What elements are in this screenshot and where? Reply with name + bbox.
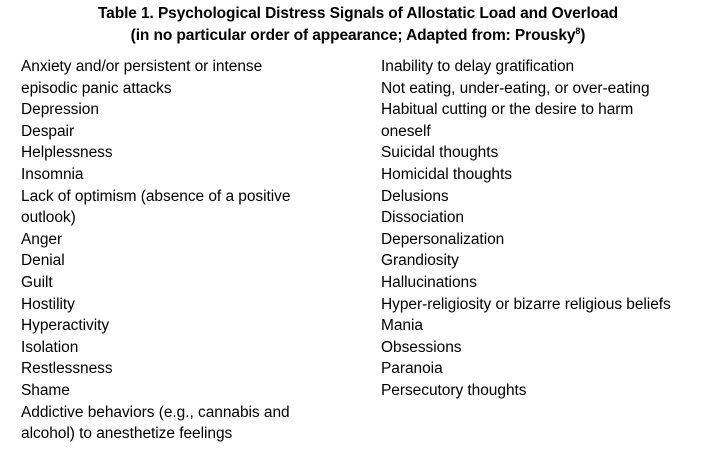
list-item [381, 250, 715, 272]
list-item-text: Hyperactivity [21, 317, 110, 335]
list-item-text: Guilt [21, 273, 53, 291]
list-item-text: Homicidal thoughts [381, 165, 512, 183]
list-item [381, 99, 715, 142]
list-item-text: Suicidal thoughts [381, 144, 499, 162]
list-item-continuation: outlook) [21, 209, 76, 227]
list-item [381, 380, 715, 402]
list-item-text: Grandiosity [381, 252, 459, 270]
list-item [21, 142, 361, 164]
list-item [381, 164, 715, 186]
list-item [21, 186, 361, 229]
list-item-text: Despair [21, 122, 75, 140]
list-item-text: Hyper-religiosity or bizarre religious beliefs [381, 295, 671, 313]
list-item [381, 207, 715, 229]
list-item [21, 337, 361, 359]
right-column-list [381, 56, 715, 402]
list-item-text: Inability to delay gratification [381, 58, 575, 75]
list-item [21, 229, 361, 251]
list-item-text: Depression [21, 101, 99, 119]
list-item [381, 294, 715, 316]
list-item [381, 337, 715, 359]
list-item [21, 315, 361, 337]
list-item [381, 186, 715, 208]
list-item-text: Anger [21, 230, 63, 248]
list-item [381, 229, 715, 251]
list-item-text: Not eating, under-eating, or over-eating [381, 79, 650, 97]
left-column-list [21, 56, 361, 445]
list-item [21, 121, 361, 143]
list-item-text: Hallucinations [381, 273, 477, 291]
list-item [381, 56, 715, 78]
list-item [21, 164, 361, 186]
list-item-text: Paranoia [381, 360, 443, 378]
list-item-text: Addictive behaviors (e.g., cannabis and [21, 403, 290, 421]
list-item-text: Denial [21, 252, 65, 270]
list-item-text: Persecutory thoughts [381, 381, 527, 399]
list-item-text: Anxiety and/or persistent or intense [21, 58, 263, 75]
list-item-text: Insomnia [21, 165, 84, 183]
list-item-text: Mania [381, 317, 423, 335]
list-item [21, 99, 361, 121]
list-item-continuation: alcohol) to anesthetize feelings [21, 425, 233, 443]
list-item [21, 380, 361, 402]
list-item [381, 142, 715, 164]
list-item-text: Habitual cutting or the desire to harm [381, 101, 634, 119]
list-item [21, 272, 361, 294]
list-item-text: Shame [21, 381, 70, 399]
list-item-text: Helplessness [21, 144, 113, 162]
list-item [381, 315, 715, 337]
subtitle-closing: ) [580, 27, 586, 44]
list-item-text: Depersonalization [381, 230, 505, 248]
list-item-text: Hostility [21, 295, 75, 313]
list-item-text: Obsessions [381, 338, 462, 356]
list-item-text: Delusions [381, 187, 449, 205]
list-item [21, 294, 361, 316]
table-title: Table 1. Psychological Distress Signals of Allostatic Load and Overload [97, 5, 619, 22]
list-item-text: Restlessness [21, 360, 113, 378]
list-item-continuation: episodic panic attacks [21, 79, 172, 97]
list-item [21, 402, 361, 445]
list-item-text: Dissociation [381, 209, 464, 227]
list-item-text: Isolation [21, 338, 79, 356]
list-item [21, 358, 361, 380]
list-item-text: Lack of optimism (absence of a positive [21, 187, 291, 205]
list-item [21, 250, 361, 272]
list-item [381, 272, 715, 294]
citation-superscript: 8 [575, 26, 581, 36]
subtitle-text: (in no particular order of appearance; Adapted from: Prousky [130, 27, 576, 44]
list-item [381, 78, 715, 100]
list-item [21, 56, 361, 99]
table-subtitle [0, 25, 716, 47]
list-item-continuation: oneself [381, 122, 431, 140]
list-item [381, 358, 715, 380]
